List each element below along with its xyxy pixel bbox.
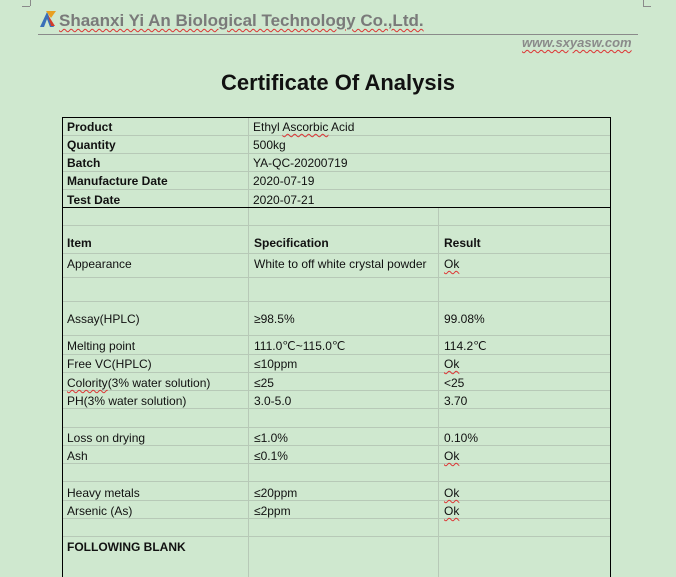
table-row-spec: ≥98.5% [254, 312, 295, 326]
test-date-label: Test Date [67, 193, 121, 207]
table-row-spec: ≤2ppm [254, 504, 291, 518]
grid-vline-result [438, 208, 439, 577]
grid-hline [63, 390, 610, 391]
grid-hline [63, 153, 610, 154]
sheet-border-left [62, 117, 63, 577]
table-row-spec: 3.0-5.0 [254, 394, 292, 408]
header-specification: Specification [254, 236, 329, 250]
table-row-result: Ok [444, 486, 460, 500]
table-row-result: Ok [444, 449, 460, 463]
grid-vline-info [248, 118, 249, 207]
table-row-result: <25 [444, 376, 465, 390]
grid-hline [63, 500, 610, 501]
batch-label: Batch [67, 156, 101, 170]
table-row-item: Loss on drying [67, 431, 146, 445]
table-row-item: Assay(HPLC) [67, 312, 140, 326]
table-row-spec: 111.0℃~115.0℃ [254, 339, 346, 353]
manufacture-date-value: 2020-07-19 [253, 174, 315, 188]
table-row-spec: ≤1.0% [254, 431, 288, 445]
sheet-border-top [62, 117, 611, 118]
document-title: Certificate Of Analysis [221, 70, 455, 95]
company-name: Shaanxi Yi An Biological Technology Co.,Ltd. [59, 11, 424, 30]
quantity-value: 500kg [253, 138, 286, 152]
sheet-border-right [610, 117, 611, 577]
grid-hline [63, 536, 610, 537]
grid-hline [63, 372, 610, 373]
grid-hline [63, 335, 610, 336]
test-date-value: 2020-07-21 [253, 193, 315, 207]
table-row-item: PH(3% water solution) [67, 394, 187, 408]
grid-hline [63, 135, 610, 136]
batch-value: YA-QC-20200719 [253, 156, 348, 170]
page-corner-tick-right [643, 6, 651, 7]
page-corner-tick-left [22, 6, 30, 7]
table-row-spec: ≤10ppm [254, 357, 298, 371]
grid-hline [63, 481, 610, 482]
table-row-spec: ≤20ppm [254, 486, 298, 500]
table-row-item: Colority(3% water solution) [67, 376, 211, 390]
grid-hline [63, 301, 610, 302]
grid-hline [63, 171, 610, 172]
product-value: Ethyl Ascorbic Acid [253, 120, 355, 134]
table-row-result: 114.2℃ [444, 339, 487, 353]
grid-hline [63, 354, 610, 355]
quantity-label: Quantity [67, 138, 116, 152]
grid-hline [63, 463, 610, 464]
analysis-sheet [62, 117, 611, 577]
table-row-result: Ok [444, 504, 460, 518]
product-label: Product [67, 120, 113, 134]
grid-vline-spec [248, 208, 249, 577]
grid-hline [63, 253, 610, 254]
header-result: Result [444, 236, 481, 250]
table-row-spec: ≤0.1% [254, 449, 288, 463]
table-row-result: Ok [444, 257, 460, 271]
manufacture-date-label: Manufacture Date [67, 174, 168, 188]
table-row-item: Ash [67, 449, 88, 463]
table-row-item: Free VC(HPLC) [67, 357, 152, 371]
grid-hline [63, 277, 610, 278]
website-url: www.sxyasw.com [522, 35, 632, 50]
grid-hline [63, 427, 610, 428]
table-row-item: Heavy metals [67, 486, 140, 500]
grid-hline [63, 408, 610, 409]
table-row-item: Arsenic (As) [67, 504, 133, 518]
table-row-item: Appearance [67, 257, 132, 271]
table-row-spec: ≤25 [254, 376, 274, 390]
table-row-result: 0.10% [444, 431, 479, 445]
grid-hline [63, 445, 610, 446]
info-separator [62, 207, 611, 208]
table-row-result: 99.08% [444, 312, 485, 326]
table-row-spec: White to off white crystal powder [254, 257, 427, 271]
header-item: Item [67, 236, 92, 250]
page-corner-mark-left [30, 0, 31, 6]
table-row-item: Melting point [67, 339, 136, 353]
grid-hline [63, 518, 610, 519]
table-row-result: 3.70 [444, 394, 468, 408]
grid-hline [63, 225, 610, 226]
table-row-result: Ok [444, 357, 460, 371]
grid-hline [63, 189, 610, 190]
ya-logo-icon [38, 9, 58, 29]
following-blank-note: FOLLOWING BLANK [67, 540, 186, 554]
